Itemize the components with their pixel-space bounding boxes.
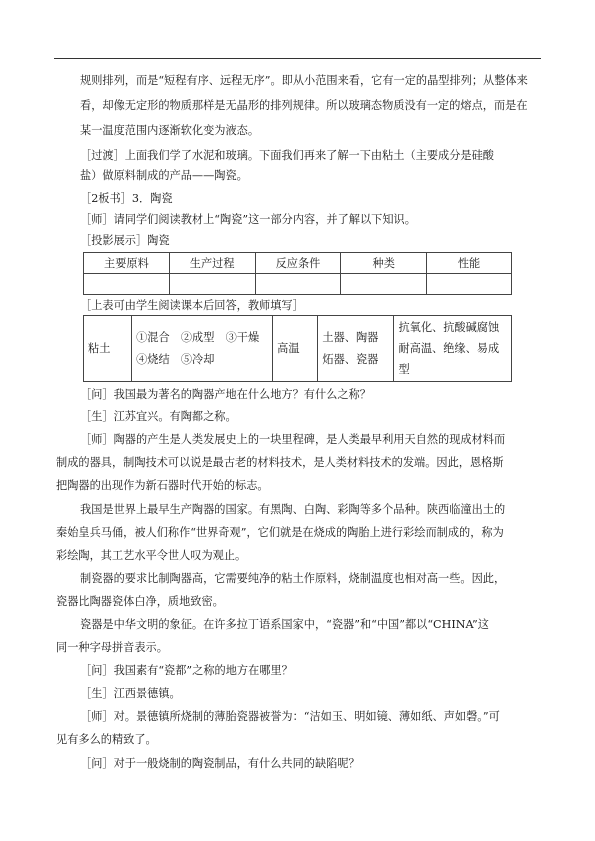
paragraph-line: ［投影展示］陶瓷 bbox=[80, 234, 170, 247]
table-cell bbox=[255, 274, 341, 295]
table-cell bbox=[341, 274, 427, 295]
table-cell bbox=[427, 274, 512, 295]
ceramics-table-blank bbox=[83, 252, 512, 295]
dialogue-line: 我国是世界上最早生产陶器的国家。有黑陶、白陶、彩陶等多个品种。陕西临潼出土的 bbox=[80, 503, 506, 516]
dialogue-line: 制成的器具，制陶技术可以说是最古老的材料技术，是人类材料技术的发端。因此，恩格斯 bbox=[56, 456, 504, 469]
dialogue-line: 彩绘陶，其工艺水平令世人叹为观止。 bbox=[56, 549, 247, 562]
table-header-cell: 种类 bbox=[341, 253, 427, 274]
paragraph-line: ［过渡］上面我们学了水泥和玻璃。下面我们再来了解一下由粘土（主要成分是硅酸 bbox=[80, 149, 494, 162]
header-rule bbox=[54, 58, 541, 59]
paragraph-line: 盐）做原料制成的产品——陶瓷。 bbox=[80, 169, 248, 182]
table-cell-process bbox=[132, 316, 273, 382]
dialogue-line: 瓷器是中华文明的象征。在许多拉丁语系国家中，“瓷器”和“中国”都以“CHINA”这 bbox=[80, 618, 489, 631]
table-cell-raw: 粘土 bbox=[84, 316, 132, 382]
table-note: ［上表可由学生阅读课本后回答，教师填写］ bbox=[80, 299, 304, 312]
dialogue-line: ［师］对。景德镇所烧制的薄胎瓷器被誉为：“洁如玉、明如镜、薄如纸、声如磬。”可 bbox=[80, 710, 500, 723]
props-line: 型 bbox=[398, 363, 410, 376]
dialogue-line: 瓷器比陶器瓷体白净，质地致密。 bbox=[56, 595, 224, 608]
props-line: 抗氧化、抗酸碱腐蚀 bbox=[398, 321, 500, 334]
dialogue-line: 见有多么的精致了。 bbox=[56, 733, 157, 746]
dialogue-line: 秦始皇兵马俑，被人们称作“世界奇观”，它们就是在烧成的陶胎上进行彩绘而制成的，称为 bbox=[56, 526, 504, 539]
dialogue-line: 把陶器的出现作为新石器时代开始的标志。 bbox=[56, 479, 269, 492]
table-header-cell: 性能 bbox=[427, 253, 512, 274]
table-row bbox=[84, 274, 512, 295]
dialogue-line: ［生］江苏宜兴。有陶都之称。 bbox=[80, 410, 237, 423]
kinds-line: 土器、陶器 bbox=[322, 330, 379, 344]
table-header-cell: 反应条件 bbox=[255, 253, 341, 274]
dialogue-line: ［问］我国最为著名的陶器产地在什么地方？有什么之称？ bbox=[80, 388, 371, 401]
ceramics-table-filled bbox=[83, 315, 512, 382]
table-row bbox=[84, 316, 512, 382]
dialogue-line: ［问］我国素有“瓷都”之称的地方在哪里？ bbox=[80, 664, 293, 677]
process-line: ①混合 ②成型 ③干燥 bbox=[136, 330, 260, 344]
props-line: 耐高温、绝缘、易成 bbox=[398, 342, 500, 355]
process-line: ④烧结 ⑤冷却 bbox=[136, 352, 215, 366]
table-cell bbox=[169, 274, 255, 295]
dialogue-line: 制瓷器的要求比制陶器高，它需要纯净的粘土作原料，烧制温度也相对高一些。因此， bbox=[80, 572, 506, 585]
table-header-cell: 生产过程 bbox=[169, 253, 255, 274]
dialogue-line: 同一种字母拼音表示。 bbox=[56, 641, 168, 654]
dialogue-line: ［师］陶器的产生是人类发展史上的一块里程碑，是人类最早利用天自然的现成材料而 bbox=[80, 433, 506, 446]
paragraph-line: 看，却像无定形的物质那样是无晶形的排列规律。所以玻璃态物质没有一定的熔点，而是在 bbox=[80, 99, 528, 112]
paragraph-line: 某一温度范围内逐渐软化变为液态。 bbox=[80, 124, 260, 137]
paragraph-line: ［师］请同学们阅读教材上“陶瓷”这一部分内容，并了解以下知识。 bbox=[80, 213, 416, 226]
table-header-cell: 主要原料 bbox=[84, 253, 170, 274]
dialogue-line: ［问］对于一般烧制的陶瓷制品，有什么共同的缺陷呢？ bbox=[80, 757, 360, 770]
table-header-row bbox=[84, 253, 512, 274]
dialogue-line: ［生］江西景德镇。 bbox=[80, 687, 181, 700]
paragraph-line: ［2板书］3．陶瓷 bbox=[80, 192, 173, 205]
table-cell bbox=[84, 274, 170, 295]
table-cell-condition: 高温 bbox=[273, 316, 318, 382]
kinds-line: 炻器、瓷器 bbox=[322, 352, 379, 366]
paragraph-line: 规则排列，而是“短程有序、远程无序”。即从小范围来看，它有一定的晶型排列；从整体来 bbox=[80, 74, 528, 87]
table-cell-props bbox=[394, 316, 512, 382]
table-cell-kinds bbox=[318, 316, 394, 382]
